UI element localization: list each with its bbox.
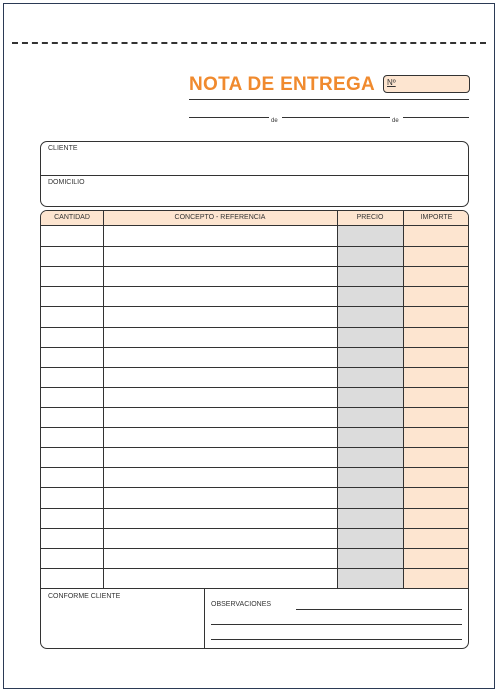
observations-label: OBSERVACIONES bbox=[211, 601, 272, 608]
column-amount: IMPORTE bbox=[420, 214, 453, 221]
date-month-line[interactable] bbox=[282, 117, 390, 118]
table-row-line bbox=[41, 286, 468, 287]
table-row-line bbox=[41, 407, 468, 408]
conformity-label: CONFORME CLIENTE bbox=[48, 593, 121, 600]
column-quantity: CANTIDAD bbox=[54, 214, 90, 221]
items-table bbox=[40, 210, 469, 649]
client-label: CLIENTE bbox=[48, 145, 78, 152]
date-connector-2: de bbox=[392, 118, 399, 124]
observations-line[interactable] bbox=[211, 639, 462, 640]
table-row-line bbox=[41, 306, 468, 307]
column-divider bbox=[103, 211, 104, 588]
number-label: Nº bbox=[387, 78, 396, 87]
column-price: PRECIO bbox=[356, 214, 384, 221]
table-row-line bbox=[41, 548, 468, 549]
table-row-line bbox=[41, 568, 468, 569]
table-row-line bbox=[41, 246, 468, 247]
number-field[interactable] bbox=[383, 75, 470, 93]
delivery-note-sheet bbox=[3, 3, 495, 689]
date-year-line[interactable] bbox=[403, 117, 469, 118]
table-row-line bbox=[41, 327, 468, 328]
column-concept: CONCEPTO - REFERENCIA bbox=[174, 214, 266, 221]
column-divider bbox=[337, 211, 338, 588]
date-connector-1: de bbox=[271, 118, 278, 124]
table-row-line bbox=[41, 367, 468, 368]
title-underline bbox=[189, 99, 469, 100]
table-row-line bbox=[41, 487, 468, 488]
perforation-line bbox=[12, 42, 486, 44]
observations-line[interactable] bbox=[211, 624, 462, 625]
table-row-line bbox=[41, 528, 468, 529]
table-row-line bbox=[41, 266, 468, 267]
form-title: NOTA DE ENTREGA bbox=[189, 74, 376, 95]
client-info-box bbox=[40, 141, 469, 207]
table-row-line bbox=[41, 447, 468, 448]
table-row-line bbox=[41, 427, 468, 428]
date-day-line[interactable] bbox=[189, 117, 269, 118]
column-divider bbox=[403, 211, 404, 588]
table-row-line bbox=[41, 387, 468, 388]
footer-divider-vertical bbox=[204, 588, 205, 648]
table-row-line bbox=[41, 508, 468, 509]
table-row-line bbox=[41, 467, 468, 468]
address-label: DOMICILIO bbox=[48, 179, 85, 186]
table-row-line bbox=[41, 347, 468, 348]
client-divider bbox=[41, 175, 468, 176]
footer-divider-top bbox=[41, 588, 468, 589]
observations-line[interactable] bbox=[296, 609, 462, 610]
